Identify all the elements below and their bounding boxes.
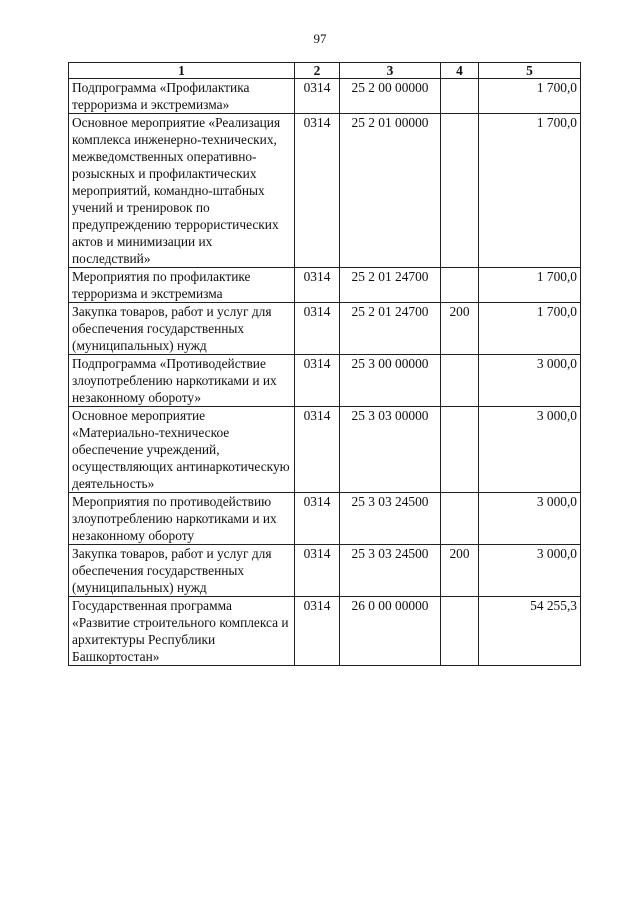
table-row	[69, 545, 581, 597]
row-name: Подпрограмма «Профилактика терроризма и экстремизма»	[69, 79, 295, 114]
row-name: Закупка товаров, работ и услуг для обеспечения государственных (муниципальных) нужд	[69, 545, 295, 597]
row-section-code: 0314	[295, 407, 340, 493]
row-amount: 1 700,0	[479, 268, 581, 303]
table-row	[69, 493, 581, 545]
row-expense-type: 200	[441, 303, 479, 355]
row-amount: 1 700,0	[479, 303, 581, 355]
row-section-code: 0314	[295, 545, 340, 597]
row-name: Основное мероприятие «Материально-техническое обеспечение учреждений, осуществляющих антинаркотическую деятельность»	[69, 407, 295, 493]
row-expense-type	[441, 597, 479, 666]
table-row	[69, 114, 581, 268]
row-name: Закупка товаров, работ и услуг для обеспечения государственных (муниципальных) нужд	[69, 303, 295, 355]
row-name: Основное мероприятие «Реализация комплекса инженерно-технических, межведомственных оперативно-розыскных и профилактических мероприятий, командно-штабных учений и тренировок по предупреждению террористических актов и минимизации их последствий»	[69, 114, 295, 268]
row-target-article: 25 3 00 00000	[340, 355, 441, 407]
row-section-code: 0314	[295, 355, 340, 407]
row-amount: 3 000,0	[479, 355, 581, 407]
row-expense-type	[441, 355, 479, 407]
row-amount: 1 700,0	[479, 114, 581, 268]
row-expense-type: 200	[441, 545, 479, 597]
table-row	[69, 268, 581, 303]
row-expense-type	[441, 114, 479, 268]
row-amount: 3 000,0	[479, 407, 581, 493]
row-amount: 54 255,3	[479, 597, 581, 666]
row-section-code: 0314	[295, 303, 340, 355]
page-number: 97	[313, 31, 327, 46]
row-expense-type	[441, 79, 479, 114]
row-name: Государственная программа «Развитие строительного комплекса и архитектуры Республики Башкортостан»	[69, 597, 295, 666]
table-row	[69, 407, 581, 493]
row-amount: 3 000,0	[479, 545, 581, 597]
row-section-code: 0314	[295, 114, 340, 268]
row-target-article: 25 2 01 24700	[340, 268, 441, 303]
row-target-article: 25 3 03 24500	[340, 493, 441, 545]
row-target-article: 25 3 03 00000	[340, 407, 441, 493]
column-header-2: 2	[295, 63, 340, 79]
row-amount: 3 000,0	[479, 493, 581, 545]
row-section-code: 0314	[295, 79, 340, 114]
column-header-5: 5	[479, 63, 581, 79]
row-section-code: 0314	[295, 493, 340, 545]
row-amount: 1 700,0	[479, 79, 581, 114]
row-name: Подпрограмма «Противодействие злоупотреблению наркотиками и их незаконному обороту»	[69, 355, 295, 407]
table-row	[69, 79, 581, 114]
budget-table	[68, 62, 581, 666]
row-expense-type	[441, 407, 479, 493]
row-target-article: 25 2 01 00000	[340, 114, 441, 268]
row-expense-type	[441, 493, 479, 545]
column-header-4: 4	[441, 63, 479, 79]
row-target-article: 25 2 01 24700	[340, 303, 441, 355]
table-row	[69, 303, 581, 355]
row-expense-type	[441, 268, 479, 303]
column-header-3: 3	[340, 63, 441, 79]
row-target-article: 25 2 00 00000	[340, 79, 441, 114]
row-section-code: 0314	[295, 597, 340, 666]
table-row	[69, 597, 581, 666]
row-section-code: 0314	[295, 268, 340, 303]
row-name: Мероприятия по профилактике терроризма и экстремизма	[69, 268, 295, 303]
table-row	[69, 355, 581, 407]
row-name: Мероприятия по противодействию злоупотреблению наркотиками и их незаконному обороту	[69, 493, 295, 545]
row-target-article: 25 3 03 24500	[340, 545, 441, 597]
table-header-row	[69, 63, 581, 79]
row-target-article: 26 0 00 00000	[340, 597, 441, 666]
column-header-1: 1	[69, 63, 295, 79]
